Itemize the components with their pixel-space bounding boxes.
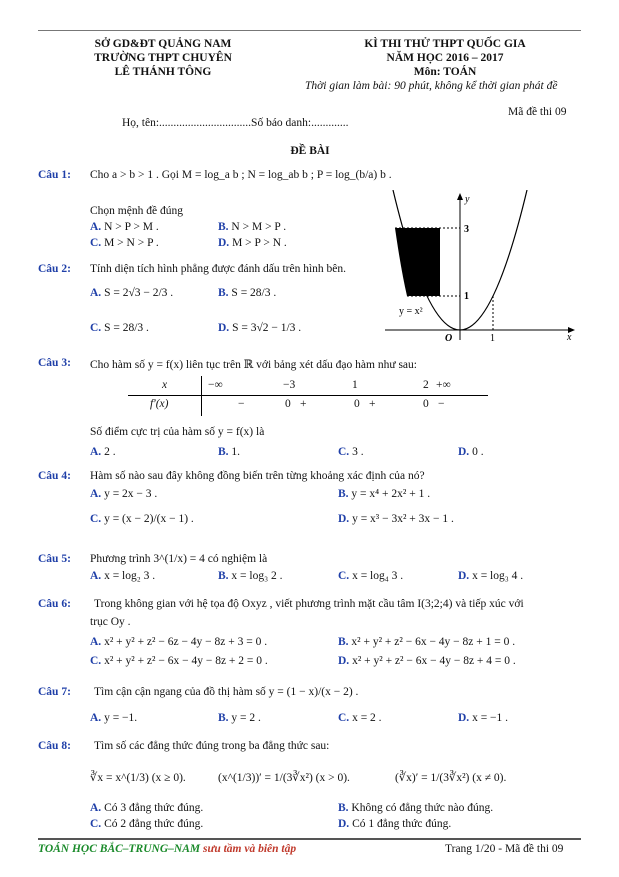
question-stem: Phương trình 3^(1/x) = 4 có nghiệm là <box>90 553 268 565</box>
identity-2: (x^(1/3))′ = 1/(3∛x²) (x > 0). <box>218 772 350 784</box>
option-d[interactable]: D. M > P > N . <box>218 237 287 249</box>
option-d[interactable]: D. 0 . <box>458 446 484 458</box>
option-b[interactable]: B. x = log₃ 2 . <box>218 570 283 582</box>
option-b[interactable]: B. Không có đẳng thức nào đúng. <box>338 802 494 814</box>
table-sign-4: + <box>369 398 376 410</box>
option-c[interactable]: C. x² + y² + z² − 6x − 4y − 8z + 2 = 0 . <box>90 655 268 667</box>
identity-3: (∛x)′ = 1/(3∛x²) (x ≠ 0). <box>395 772 507 784</box>
question-stem: Cho a > b > 1 . Gọi M = log_a b ; N = log_ab b ; P = log_(b/a) b . <box>90 169 392 181</box>
sign-table <box>128 376 488 416</box>
question-label: Câu 5: <box>38 553 71 565</box>
footer-page-info: Trang 1/20 - Mã đề thi 09 <box>445 843 564 855</box>
option-a[interactable]: A. y = −1. <box>90 712 138 724</box>
option-b[interactable]: B. N > M > P . <box>218 221 287 233</box>
footer-brand-name: TOÁN HỌC BẮC–TRUNG–NAM <box>38 843 201 855</box>
question-label: Câu 4: <box>38 470 71 482</box>
table-sign-5: 0 <box>423 398 429 410</box>
option-a[interactable]: A. N > P > M . <box>90 221 159 233</box>
table-sign-6: − <box>438 398 445 410</box>
option-b[interactable]: B. 1. <box>218 446 241 458</box>
option-d[interactable]: D. x = −1 . <box>458 712 509 724</box>
question-label: Câu 7: <box>38 686 71 698</box>
table-sign-1: 0 <box>285 398 291 410</box>
student-info-line: Họ, tên:................................Số báo danh:............. <box>122 117 349 129</box>
dept-name: SỞ GD&ĐT QUẢNG NAM <box>94 38 232 50</box>
parabola-graph <box>385 190 580 345</box>
option-c[interactable]: C. Có 2 đẳng thức đúng. <box>90 818 204 830</box>
option-d[interactable]: D. x² + y² + z² − 6x − 4y − 8z + 4 = 0 . <box>338 655 516 667</box>
option-a[interactable]: A. 2 . <box>90 446 116 458</box>
option-c[interactable]: C. M > N > P . <box>90 237 159 249</box>
question-stem: Hàm số nào sau đây không đồng biến trên từng khoảng xác định của nó? <box>90 470 425 482</box>
option-d[interactable]: D. Có 1 đẳng thức đúng. <box>338 818 452 830</box>
tick-y-3: 3 <box>464 224 469 235</box>
option-a[interactable]: A. y = 2x − 3 . <box>90 488 158 500</box>
identity-1: ∛x = x^(1/3) (x ≥ 0). <box>90 772 186 784</box>
question-label: Câu 2: <box>38 263 71 275</box>
footer-brand-note: sưu tầm và biên tập <box>200 843 297 855</box>
table-sign-2: + <box>300 398 307 410</box>
tick-y-1: 1 <box>464 291 469 302</box>
option-a[interactable]: A. x² + y² + z² − 6z − 4y − 8z + 3 = 0 . <box>90 636 268 648</box>
footer-brand <box>38 843 296 855</box>
option-d[interactable]: D. y = x³ − 3x² + 3x − 1 . <box>338 513 454 525</box>
table-sign-3: 0 <box>354 398 360 410</box>
school-name-2: LÊ THÁNH TÔNG <box>114 66 212 78</box>
question-label: Câu 8: <box>38 740 71 752</box>
option-d[interactable]: D. x = log₃ 4 . <box>458 570 524 582</box>
option-c[interactable]: C. 3 . <box>338 446 364 458</box>
option-c[interactable]: C. x = log₄ 3 . <box>338 570 404 582</box>
question-stem: Tìm cận cận ngang của đồ thị hàm số y = (1 − x)/(x − 2) . <box>94 686 359 698</box>
question-stem: Tính diện tích hình phẳng được đánh dấu trên hình bên. <box>90 263 346 275</box>
option-b[interactable]: B. y = x⁴ + 2x² + 1 . <box>338 488 431 500</box>
tick-x-1: 1 <box>490 333 495 344</box>
section-title: ĐỀ BÀI <box>290 145 330 157</box>
table-fprime-label: f′(x) <box>150 398 169 410</box>
question-stem: Trong không gian với hệ tọa độ Oxyz , viết phương trình mặt cầu tâm I(3;2;4) và tiếp xúc với <box>94 598 524 610</box>
curve-label: y = x² <box>399 306 423 317</box>
shaded-region <box>395 228 440 296</box>
x-axis-label: x <box>567 332 572 343</box>
origin-label: O <box>445 333 453 344</box>
option-c[interactable]: C. S = 28/3 . <box>90 322 149 334</box>
time-note: Thời gian làm bài: 90 phút, không kể thời gian phát đề <box>305 80 558 92</box>
option-b[interactable]: B. S = 28/3 . <box>218 287 277 299</box>
question-label: Câu 1: <box>38 169 71 181</box>
option-a[interactable]: A. S = 2√3 − 2/3 . <box>90 287 174 299</box>
option-b[interactable]: B. x² + y² + z² − 6x − 4y − 8z + 1 = 0 . <box>338 636 516 648</box>
school-year: NĂM HỌC 2016 – 2017 <box>386 52 504 64</box>
table-x-0: −∞ <box>208 379 223 391</box>
option-a[interactable]: A. Có 3 đẳng thức đúng. <box>90 802 204 814</box>
subject: Môn: TOÁN <box>413 66 477 78</box>
table-x-4: +∞ <box>436 379 451 391</box>
question-label: Câu 3: <box>38 357 71 369</box>
table-x-2: 1 <box>352 379 358 391</box>
option-b[interactable]: B. y = 2 . <box>218 712 261 724</box>
table-x-1: −3 <box>283 379 296 391</box>
option-d[interactable]: D. S = 3√2 − 1/3 . <box>218 322 302 334</box>
y-axis-label: y <box>465 194 470 205</box>
question-prompt: Số điểm cực trị của hàm số y = f(x) là <box>90 426 265 438</box>
table-x-label: x <box>162 379 168 391</box>
school-name-1: TRƯỜNG THPT CHUYÊN <box>94 52 232 64</box>
question-label: Câu 6: <box>38 598 71 610</box>
exam-title: KÌ THI THỬ THPT QUỐC GIA <box>364 38 526 50</box>
question-stem-cont: trục Oy . <box>90 616 131 628</box>
exam-code: Mã đề thi 09 <box>508 106 567 118</box>
option-c[interactable]: C. y = (x − 2)/(x − 1) . <box>90 513 194 525</box>
option-a[interactable]: A. x = log₂ 3 . <box>90 570 156 582</box>
table-x-3: 2 <box>423 379 429 391</box>
option-c[interactable]: C. x = 2 . <box>338 712 382 724</box>
question-stem: Cho hàm số y = f(x) liên tục trên ℝ với bảng xét dấu đạo hàm như sau: <box>90 359 417 371</box>
question-prompt: Chọn mệnh đề đúng <box>90 205 183 217</box>
table-sign-0: − <box>238 398 245 410</box>
question-stem: Tìm số các đẳng thức đúng trong ba đẳng thức sau: <box>94 740 330 752</box>
